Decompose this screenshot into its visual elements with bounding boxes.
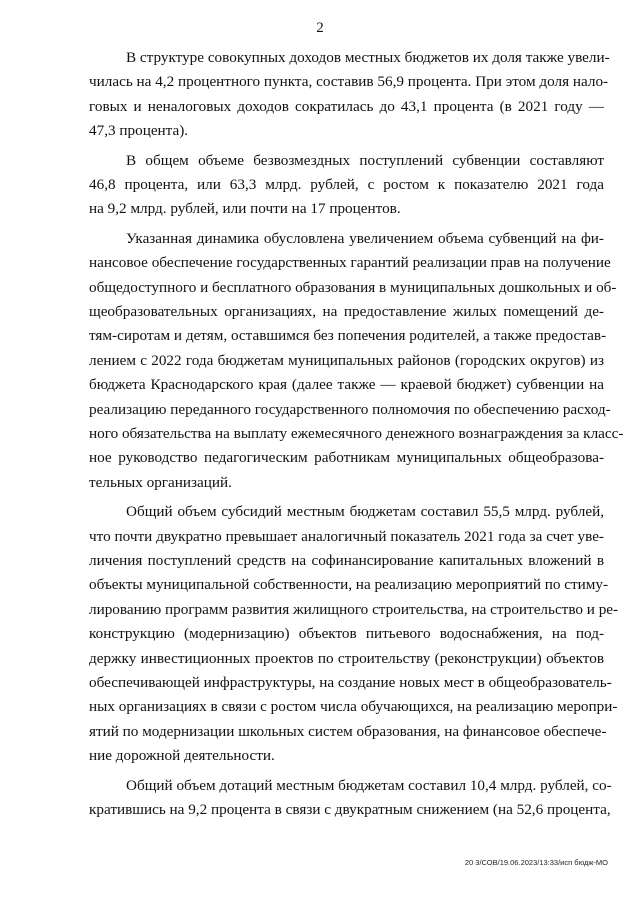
paragraph-line: реализацию переданного государственного полномочия по обеспечению расход- [89, 400, 611, 418]
paragraph-line: ятий по модернизации школьных систем образования, на финансовое обеспече- [89, 722, 607, 740]
paragraph-line: ное руководство педагогическим работникам муниципальных общеобразова- [89, 449, 604, 467]
paragraph-line: Общий объем дотаций местным бюджетам составил 10,4 млрд. рублей, со- [126, 776, 612, 794]
paragraph-line: ных организациях в связи с ростом числа обучающихся, на реализацию меропри- [89, 698, 618, 716]
paragraph-line: 47,3 процента). [89, 122, 189, 140]
paragraph-line: В общем объеме безвозмездных поступлений субвенции составляют [126, 151, 604, 169]
paragraph-line: ного обязательства на выплату ежемесячного денежного вознаграждения за класс- [89, 425, 624, 442]
paragraph-line: говых и неналоговых доходов сократилась до 43,1 процента (в 2021 году — [89, 97, 604, 115]
paragraph-line: чилась на 4,2 процентного пункта, составив 56,9 процента. При этом доля нало- [89, 73, 609, 91]
paragraph-line: обеспечивающей инфраструктуры, на создание новых мест в общеобразователь- [89, 674, 612, 691]
paragraph-line: Указанная динамика обусловлена увеличением объема субвенций на фи- [126, 229, 604, 247]
paragraph-line: В структуре совокупных доходов местных бюджетов их доля также увели- [126, 49, 610, 66]
paragraph-line: кратившись на 9,2 процента в связи с двукратным снижением (на 52,6 процента, [89, 801, 611, 818]
page-number: 2 [316, 20, 324, 36]
paragraph-line: общедоступного и бесплатного образования в муниципальных дошкольных и об- [89, 278, 617, 296]
paragraph-line: личения поступлений средств на софинансирование капитальных вложений в [89, 552, 604, 569]
paragraph-line: щеобразовательных организациях, на предоставление жилых помещений де- [89, 303, 604, 320]
paragraph-line: объекты муниципальной собственности, на реализацию мероприятий по стиму- [89, 576, 609, 594]
paragraph-line: держку инвестиционных проектов по строительству (реконструкции) объектов [89, 649, 604, 667]
paragraph-line: на 9,2 млрд. рублей, или почти на 17 процентов. [89, 200, 401, 218]
paragraph-line: ние дорожной деятельности. [89, 747, 275, 765]
paragraph-line: 46,8 процента, или 63,3 млрд. рублей, с ростом к показателю 2021 года [89, 176, 604, 193]
paragraph-line: лением с 2022 года бюджетам муниципальных районов (городских округов) из [89, 351, 604, 369]
footer-reference: 20 3/СОВ/19.06.2023/13:33/исп бюдж-МО [464, 858, 608, 867]
paragraph-line: бюджета Краснодарского края (далее также — краевой бюджет) субвенции на [89, 376, 604, 394]
paragraph-line: лированию программ развития жилищного строительства, на строительство и ре- [89, 600, 619, 618]
paragraph-line: конструкцию (модернизацию) объектов питьевого водоснабжения, на под- [89, 625, 604, 643]
paragraph-line: Общий объем субсидий местным бюджетам составил 55,5 млрд. рублей, [126, 503, 604, 521]
paragraph-line: тям-сиротам и детям, оставшимся без попечения родителей, а также предостав- [89, 327, 607, 345]
paragraph-line: тельных организаций. [89, 473, 232, 491]
paragraph-line: нансовое обеспечение государственных гарантий реализации прав на получение [89, 254, 611, 272]
paragraph-line: что почти двукратно превышает аналогичный показатель 2021 года за счет уве- [89, 527, 604, 545]
